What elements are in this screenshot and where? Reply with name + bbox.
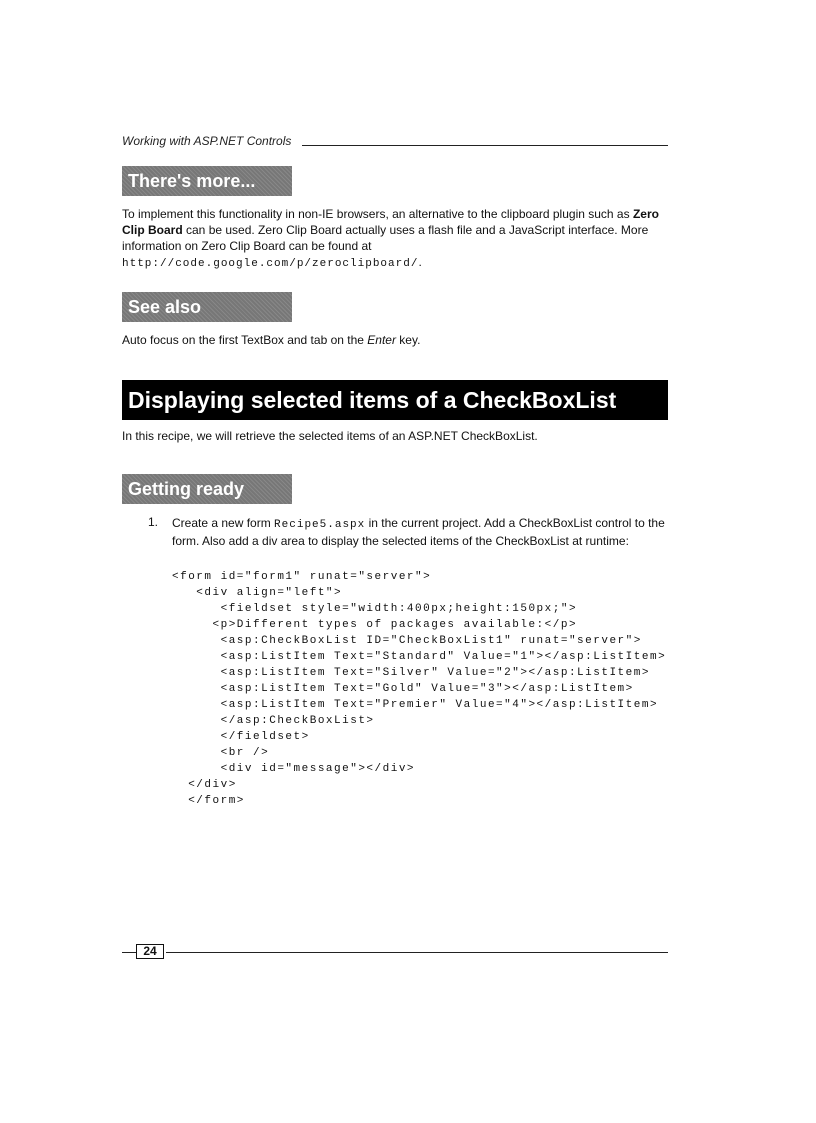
code-line: <asp:ListItem Text="Gold" Value="3"></asp:ListItem> [172,683,634,695]
code-line: <p>Different types of packages available:</p> [172,619,578,631]
theres-more-text-3: . [418,255,422,269]
theres-more-paragraph [122,206,668,272]
recipe-title: Displaying selected items of a CheckBoxList [122,380,668,420]
code-line: </asp:CheckBoxList> [172,715,375,727]
zero-clip-board-bold: Zero Clip Board [122,207,659,237]
code-line: <asp:ListItem Text="Standard" Value="1"></asp:ListItem> [172,651,667,663]
code-line: <div id="message"></div> [172,763,416,775]
heading-see-also: See also [122,292,292,322]
code-line: </div> [172,779,237,791]
step-number: 1. [148,515,159,529]
page-number: 24 [136,944,164,959]
recipe-filename: Recipe5.aspx [274,519,366,531]
heading-getting-ready: Getting ready [122,474,292,504]
code-line: <form id="form1" runat="server"> [172,571,432,583]
code-line: </form> [172,795,245,807]
header-rule [302,145,668,146]
recipe-intro: In this recipe, we will retrieve the selected items of an ASP.NET CheckBoxList. [122,429,538,443]
see-also-paragraph [122,332,668,348]
code-line: <br /> [172,747,270,759]
code-line: </fieldset> [172,731,310,743]
code-line: <asp:CheckBoxList ID="CheckBoxList1" runat="server"> [172,635,642,647]
zeroclipboard-url[interactable]: http://code.google.com/p/zeroclipboard/ [122,258,419,270]
footer-rule-right [166,952,668,953]
theres-more-text-1: To implement this functionality in non-IE browsers, an alternative to the clipboard plugin such as [122,207,633,221]
code-line: <div align="left"> [172,587,343,599]
see-also-text-1: Auto focus on the first TextBox and tab on the [122,333,368,347]
see-also-text-2: key. [395,333,421,347]
theres-more-text-2: can be used. Zero Clip Board actually uses a flash file and a JavaScript interface. More information on Zero Clip Board can be found at [122,223,649,253]
heading-theres-more: There's more... [122,166,292,196]
code-block [172,569,668,809]
running-head: Working with ASP.NET Controls [122,134,292,148]
code-line: <asp:ListItem Text="Silver" Value="2"></asp:ListItem> [172,667,650,679]
step-text-1: Create a new form [172,516,275,530]
enter-italic: Enter [367,333,396,347]
footer-rule-left [122,952,136,953]
step-1-text [172,515,668,549]
code-line: <fieldset style="width:400px;height:150px;"> [172,603,578,615]
code-line: <asp:ListItem Text="Premier" Value="4"></asp:ListItem> [172,699,659,711]
step-text-2: in the current project. Add a CheckBoxList control to the form. Also add a div area to display the selected items of the CheckBoxList at runtime: [172,516,665,548]
